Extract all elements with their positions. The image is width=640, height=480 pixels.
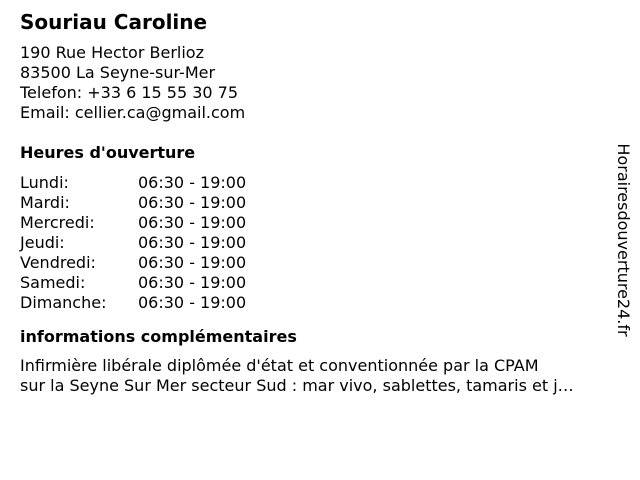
day-time: 06:30 - 19:00 xyxy=(138,273,247,292)
email-address: Email: cellier.ca@gmail.com xyxy=(20,103,246,122)
business-name: Souriau Caroline xyxy=(20,10,208,34)
opening-hours-heading: Heures d'ouverture xyxy=(20,143,196,162)
day-label: Dimanche: xyxy=(20,293,107,312)
day-label: Mardi: xyxy=(20,193,70,212)
business-card xyxy=(20,10,610,396)
site-watermark: Horairesdouverture24.fr xyxy=(614,143,633,337)
day-time: 06:30 - 19:00 xyxy=(138,213,247,232)
city-postcode: 83500 La Seyne-sur-Mer xyxy=(20,63,216,82)
phone-number: Telefon: +33 6 15 55 30 75 xyxy=(20,83,239,102)
day-label: Mercredi: xyxy=(20,213,95,232)
info-line-2: sur la Seyne Sur Mer secteur Sud : mar vivo, sablettes, tamaris et j… xyxy=(20,376,574,395)
day-time: 06:30 - 19:00 xyxy=(138,293,247,312)
additional-info-text xyxy=(20,356,610,396)
hours-row-wednesday xyxy=(20,213,610,233)
additional-info-heading: informations complémentaires xyxy=(20,327,297,346)
street-address: 190 Rue Hector Berlioz xyxy=(20,43,204,62)
day-label: Samedi: xyxy=(20,273,86,292)
day-time: 06:30 - 19:00 xyxy=(138,233,247,252)
hours-row-monday xyxy=(20,173,610,193)
contact-block xyxy=(20,43,610,123)
day-label: Vendredi: xyxy=(20,253,96,272)
opening-hours-table xyxy=(20,173,610,313)
hours-row-friday xyxy=(20,253,610,273)
day-time: 06:30 - 19:00 xyxy=(138,193,247,212)
day-time: 06:30 - 19:00 xyxy=(138,253,247,272)
hours-row-sunday xyxy=(20,293,610,313)
hours-row-tuesday xyxy=(20,193,610,213)
hours-row-thursday xyxy=(20,233,610,253)
day-label: Lundi: xyxy=(20,173,69,192)
info-line-1: Infirmière libérale diplômée d'état et conventionnée par la CPAM xyxy=(20,356,539,375)
day-time: 06:30 - 19:00 xyxy=(138,173,247,192)
day-label: Jeudi: xyxy=(20,233,65,252)
hours-row-saturday xyxy=(20,273,610,293)
